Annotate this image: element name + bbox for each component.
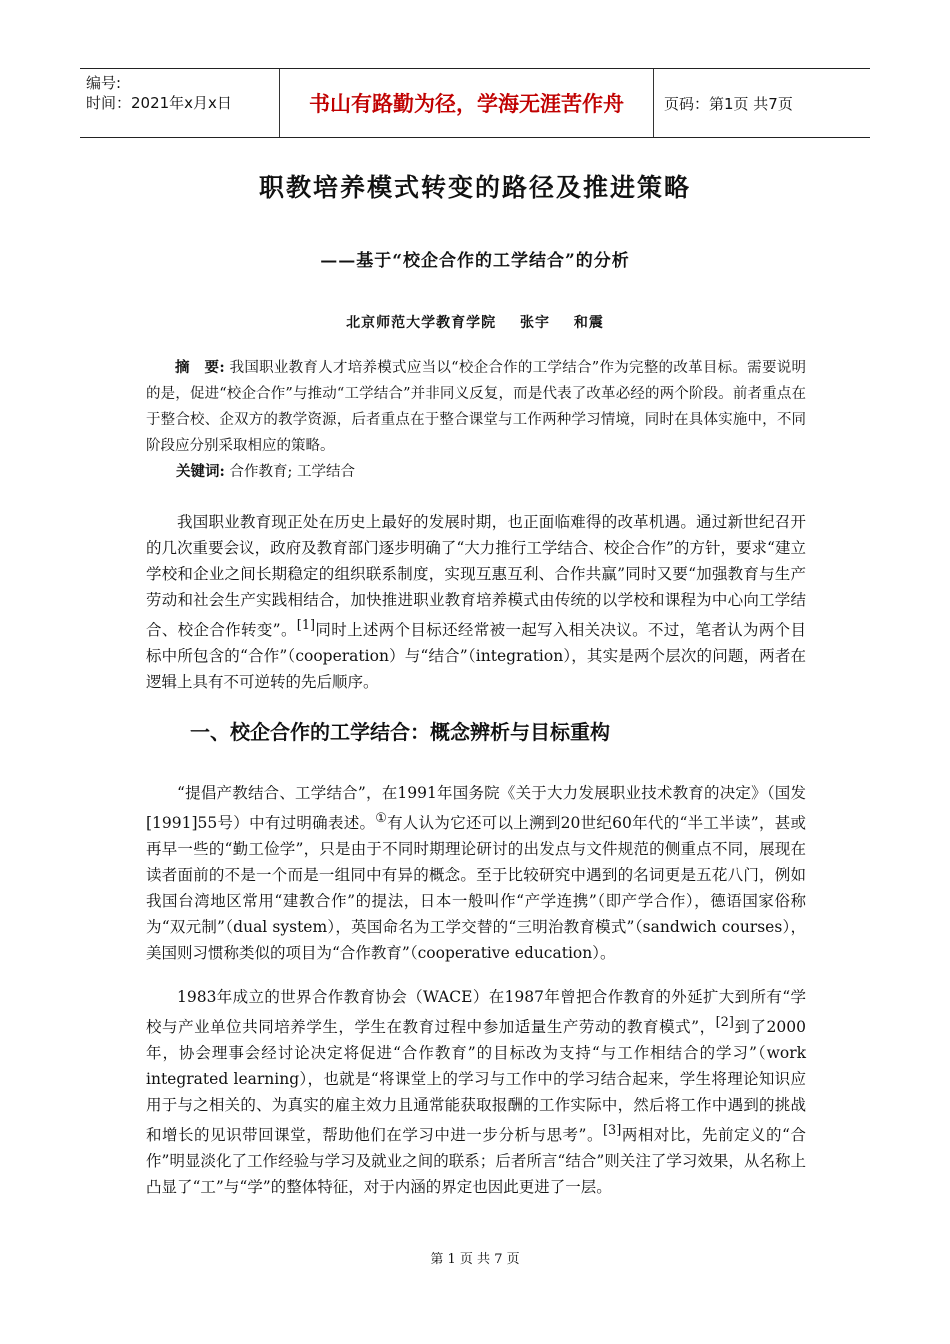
- paragraph-text: 有人认为它还可以上溯到20世纪60年代的“半工半读”，甚或再早一些的“勤工俭学”，只是由于不同时期理论研讨的出发点与文件规范的侧重点不同，展现在读者面前的不是一个而是一组同中有异的概念。至于比较研究中遇到的名词更是五花八门，例如我国台湾地区常用“建教合作”的提法，日本一般叫作“产学连携”（即产学合作），德语国家俗称为“双元制”（dual system），英国命名为工学交替的“三明治教育模式”（sandwich courses），美国则习惯称类似的项目为“合作教育”（cooperative education）。: [146, 814, 806, 963]
- paragraph-text: 两相对比，先前定义的“合作”明显淡化了工作经验与学习及就业之间的联系；后者所言“结合”则关注了学习效果，从名称上凸显了“工”与“学”的整体特征，对于内涵的界定也因此更进了一层。: [146, 1126, 806, 1197]
- author-name: 张宇: [520, 315, 550, 331]
- body-paragraph: [146, 780, 806, 966]
- keywords-label: 关键词:: [176, 463, 225, 480]
- paragraph-text: 1983年成立的世界合作教育协会（WACE）在1987年曾把合作教育的外延扩大到所有“学校与产业单位共同培养学生，学生在教育过程中参加适量生产劳动的教育模式”，: [146, 988, 806, 1037]
- body-paragraph: [146, 509, 806, 695]
- abstract-label: 摘 要:: [175, 359, 225, 376]
- author-line: [0, 312, 950, 332]
- header-motto: 书山有路勤为径，学海无涯苦作舟: [280, 69, 654, 137]
- time-label: 时间：2021年x月x日: [86, 94, 232, 112]
- keywords-text: 合作教育; 工学结合: [229, 464, 355, 480]
- section-heading: 一、校企合作的工学结合：概念辨析与目标重构: [190, 720, 610, 744]
- article-title: 职教培养模式转变的路径及推进策略: [258, 173, 691, 202]
- paragraph-text: “提倡产教结合、工学结合”，在1991年国务院《关于大力发展职业技术教育的决定》（国发[1991]55号）中有过明确表述。: [146, 784, 806, 833]
- abstract-text: 我国职业教育人才培养模式应当以“校企合作的工学结合”作为完整的改革目标。需要说明的是，促进“校企合作”与推动“工学结合”并非同义反复，而是代表了改革必经的两个阶段。前者重点在于整合校、企双方的教学资源，后者重点在于整合课堂与工作两种学习情境，同时在具体实施中，不同阶段应分别采取相应的策略。: [146, 360, 806, 454]
- keywords: [176, 459, 355, 485]
- institution: 北京师范大学教育学院: [346, 315, 497, 331]
- page-footer: 第 1 页 共 7 页: [430, 1252, 520, 1267]
- page-header: [80, 68, 870, 138]
- article-subtitle: ——基于“校企合作的工学结合”的分析: [320, 251, 630, 271]
- reference-mark: [3]: [603, 1123, 622, 1139]
- header-meta: [80, 69, 280, 137]
- author-name: 和震: [573, 315, 604, 331]
- reference-mark: [1]: [296, 618, 316, 633]
- reference-mark: ①: [375, 811, 388, 826]
- reference-mark: [2]: [715, 1015, 734, 1030]
- header-page-info: 页码：第1页 共7页: [664, 94, 793, 113]
- number-label: 编号:: [86, 74, 122, 92]
- paragraph-text: 我国职业教育现正处在历史上最好的发展时期，也正面临难得的改革机遇。通过新世纪召开的几次重要会议，政府及教育部门逐步明确了“大力推行工学结合、校企合作”的方针，要求“建立学校和企业之间长期稳定的组织联系制度，实现互惠互利、合作共赢”同时又要“加强教育与生产劳动和社会生产实践相结合，加快推进职业教育培养模式由传统的以学校和课程为中心向工学结合、校企合作转变”。: [146, 513, 806, 640]
- body-paragraph: [146, 984, 806, 1200]
- paragraph-text: 到了2000年，协会理事会经讨论决定将促进“合作教育”的目标改为支持“与工作相结合的学习”（work integrated learning），也就是“将课堂上的学习与工作中的学习结合起来，学生将理论知识应用于与之相关的、为真实的雇主效力且通常能获取报酬的工作实际中，然后将工作中遇到的挑战和增长的见识带回课堂，帮助他们在学习中进一步分析与思考”。: [146, 1018, 806, 1145]
- abstract: [146, 355, 806, 459]
- paragraph-text: 同时上述两个目标还经常被一起写入相关决议。不过，笔者认为两个目标中所包含的“合作”（cooperation）与“结合”（integration），其实是两个层次的问题，两者在逻辑上具有不可逆转的先后顺序。: [146, 621, 806, 692]
